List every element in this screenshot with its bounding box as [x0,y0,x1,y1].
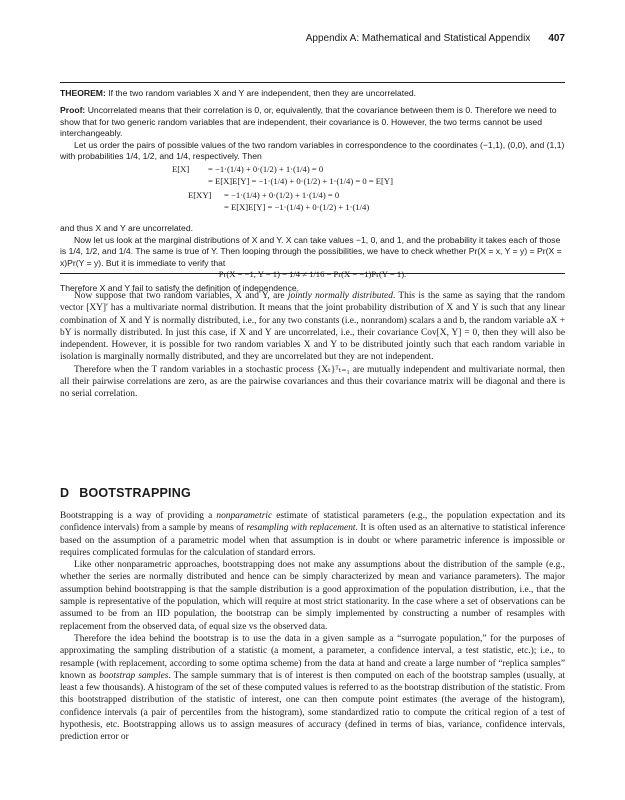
boot-p1-c: estimate of statistical parameters (e.g., the population expectation and its confidence intervals) from a sample by means of [60,511,565,534]
boot-p3-c: . The sample summary that is of interest is then computed on each of the bootstrap samples (usually, at least a few thousands). A histogram of the set of these computed values is referred to as the bootstrap distribution of the statistic. From this bootstrapped distribution of the statistic of interest, one can then compute point estimates (the average of the histogram), confidence intervals (a pair of percentiles from the histogram), some standardized ratio to compute the critical region of a test of hypothesis, etc. Bootstrapping allows us to assign measures of accuracy (defined in terms of bias, variance, confidence intervals, prediction error or [60,670,565,743]
bootstrap-assumption-paragraph: Like other nonparametric approaches, bootstrapping does not make any assumptions about the distribution of the sample (e.g., whether the series are normally distributed and hence can be simply characterized by mean and variance parameters). The major assumption behind bootstrapping is that the sample distribution is a good approximation of the population distribution, i.e., that the sample is representative of the population, which will require at most strict stationarity. In the case where a set of observations can be assumed to be from an IID population, the bootstrap can be simply implemented by constructing a number of resamples with replacement from the observed data, of equal size vs the observed data. [60,560,565,632]
bootstrap-idea-paragraph [60,633,565,744]
joint-normal-paragraph [60,290,565,364]
normal-distribution-section [60,290,565,401]
p1-text-a: Now suppose that two random variables, X and Y, are [74,291,288,301]
independence-counterexample-equation: Pr(X = −1, Y = 1) = 1/4 ≠ 1/16 = Pr(X = −1)Pr(Y = 1). [218,269,407,280]
boot-p1-e: . It is often used as an alternative to statistical inference based on the assumption of a parametric model when that assumption is in doubt or where parametric inference is impossible or requires complicated formulas for the calculation of standard errors. [60,523,565,558]
section-letter: D [60,486,70,500]
expectation-equations [60,164,565,220]
marginal-paragraph: Now let us look at the marginal distributions of X and Y. X can take values −1, 0, and 1, and the probability it takes each of those is 1/4, 1/2, and 1/4. The same is true of Y. Then looping through the possibilities, we have to check whether Pr(X = x, Y = y) = Pr(X = x)Pr(Y = y). But it is immediate to verify that [60,234,562,268]
theorem-conclusion: Therefore X and Y fail to satisfy the definition of independence. [60,283,300,294]
stochastic-process-paragraph: Therefore when the T random variables in a stochastic process {Xₜ}ᵀₜ₌₁ are mutually independent and multivariate normal, then all their pairwise correlations are zero, as are the pairwise covariances and thus their covariance matrix will be diagonal and there is no serial correlation. [60,364,565,400]
eq2: = E[X]E[Y] = −1·(1/4) + 0·(1/2) + 1·(1/4) = 0 = E[Y] [208,176,393,187]
eq3-rhs: = −1·(1/4) + 0·(1/2) + 1·(1/4) = 0 [224,190,340,201]
section-title: BOOTSTRAPPING [79,486,191,500]
proof-label: Proof: [60,105,86,116]
eq1-lhs: E[X] [172,164,190,175]
bootstrap-intro-paragraph [60,510,565,559]
p1-text-c: . This is the same as saying that the random vector [XY]′ has a multivariate normal distribution. It means that the joint probability distribution of X and Y is such that any linear combination of X and Y is normally distributed, i.e., for any two constants (i.e., nonrandom) scalars a and b, the random variable aX + bY is normally distributed. In just this case, if X and Y are uncorrelated, i.e., their covariance Cov[X, Y] = 0, then they will also be independent. However, it is possible for two random variables X and Y to be distributed jointly such that each random variable in isolation is marginally normally distributed, and they are uncorrelated but they are not independent. [60,291,566,363]
bootstrapping-section [60,510,565,744]
pairs-paragraph: Let us order the pairs of possible values of the two random variables in correspondence to the coordinates (−1,1), (0,0), and (1,1) with probabilities 1/4, 1/2, and 1/4, respectively. Then [60,139,565,162]
eq3-lhs: E[XY] [188,190,212,201]
theorem-text: If the two random variables X and Y are independent, then they are uncorrelated. [108,88,417,98]
page-number: 407 [548,33,565,44]
p1-emphasis: jointly normally distributed [287,291,393,301]
boot-p3-a: Therefore the idea behind the bootstrap is to use the data in a given sample as a “surrogate population,” for the purposes of approximating the sampling distribution of a statistic (a moment, a parameter, a confidence interval, a test statistic, etc.); i.e., to resample (with replacement, according to some optima scheme) from the data at hand and create a large number of “replica samples” known as [60,633,565,681]
theorem-box [60,82,565,294]
uncorrelated-text: and thus X and Y are uncorrelated. [60,223,193,234]
running-header [60,33,565,49]
boot-p1-emph1: nonparametric [216,511,273,521]
header-title: Appendix A: Mathematical and Statistical Appendix [305,33,531,44]
eq1-rhs: = −1·(1/4) + 0·(1/2) + 1·(1/4) = 0 [208,164,324,175]
eq4: = E[X]E[Y] = −1·(1/4) + 0·(1/2) + 1·(1/4) [224,202,370,213]
section-heading [60,486,191,500]
boot-p1-emph2: resampling with replacement [246,523,356,534]
proof-paragraph [60,105,565,139]
proof-text: Uncorrelated means that their correlation is 0, or, equivalently, that the covariance between them is 0. Therefore we need to show that for two generic random variables that are independent, their covariance is 0. However, the two terms cannot be used interchangeably. [60,105,557,139]
theorem-label: THEOREM: [60,88,106,98]
theorem-statement [60,88,565,99]
boot-p1-a: Bootstrapping is a way of providing a [60,511,217,521]
boot-p3-emph: bootstrap samples [99,670,169,681]
